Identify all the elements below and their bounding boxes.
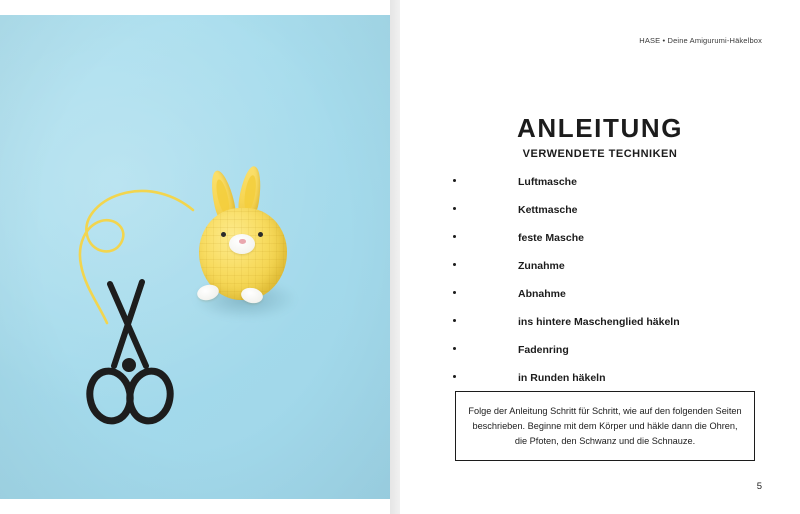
- bunny-muzzle: [229, 234, 255, 254]
- instruction-note-text: Folge der Anleitung Schritt für Schritt, wie auf den folgenden Seiten beschrieben. Beginne mit dem Körper und häkle dann die Ohren, die Pfoten, den Schwanz und die Schnauze.: [468, 405, 742, 446]
- bullet-icon: [453, 375, 456, 378]
- product-photo: [0, 15, 390, 499]
- bullet-icon: [453, 347, 456, 350]
- bunny-ear-inner-right: [242, 174, 258, 211]
- bullet-icon: [453, 207, 456, 210]
- bunny-eye-right: [258, 232, 263, 237]
- list-item-label: Fadenring: [518, 344, 569, 356]
- list-item: [445, 315, 765, 343]
- bunny-eye-left: [221, 232, 226, 237]
- scissors-icon: [80, 270, 200, 440]
- text-page: [400, 0, 800, 514]
- techniques-list: [445, 175, 765, 399]
- bullet-icon: [453, 319, 456, 322]
- bunny-nose: [239, 239, 246, 244]
- amigurumi-bunny: [185, 160, 295, 345]
- bullet-icon: [453, 291, 456, 294]
- list-item-label: Kettmasche: [518, 204, 578, 216]
- list-item: [445, 231, 765, 259]
- instruction-note-box: [455, 391, 755, 461]
- bullet-icon: [453, 263, 456, 266]
- bullet-icon: [453, 235, 456, 238]
- page-title: ANLEITUNG: [516, 113, 684, 144]
- list-item: [445, 287, 765, 315]
- bullet-icon: [453, 179, 456, 182]
- list-item: [445, 175, 765, 203]
- list-item-label: Zunahme: [518, 260, 565, 272]
- list-item: [445, 203, 765, 231]
- list-item-label: in Runden häkeln: [518, 372, 606, 384]
- running-head: HASE • Deine Amigurumi-Häkelbox: [639, 36, 762, 45]
- list-item: [445, 259, 765, 287]
- page-number: 5: [756, 481, 762, 492]
- list-item-label: Luftmasche: [518, 176, 577, 188]
- list-item: [445, 343, 765, 371]
- section-subtitle: VERWENDETE TECHNIKEN: [522, 148, 678, 161]
- list-item-label: Abnahme: [518, 288, 566, 300]
- list-item-label: ins hintere Maschenglied häkeln: [518, 316, 680, 328]
- list-item-label: feste Masche: [518, 232, 584, 244]
